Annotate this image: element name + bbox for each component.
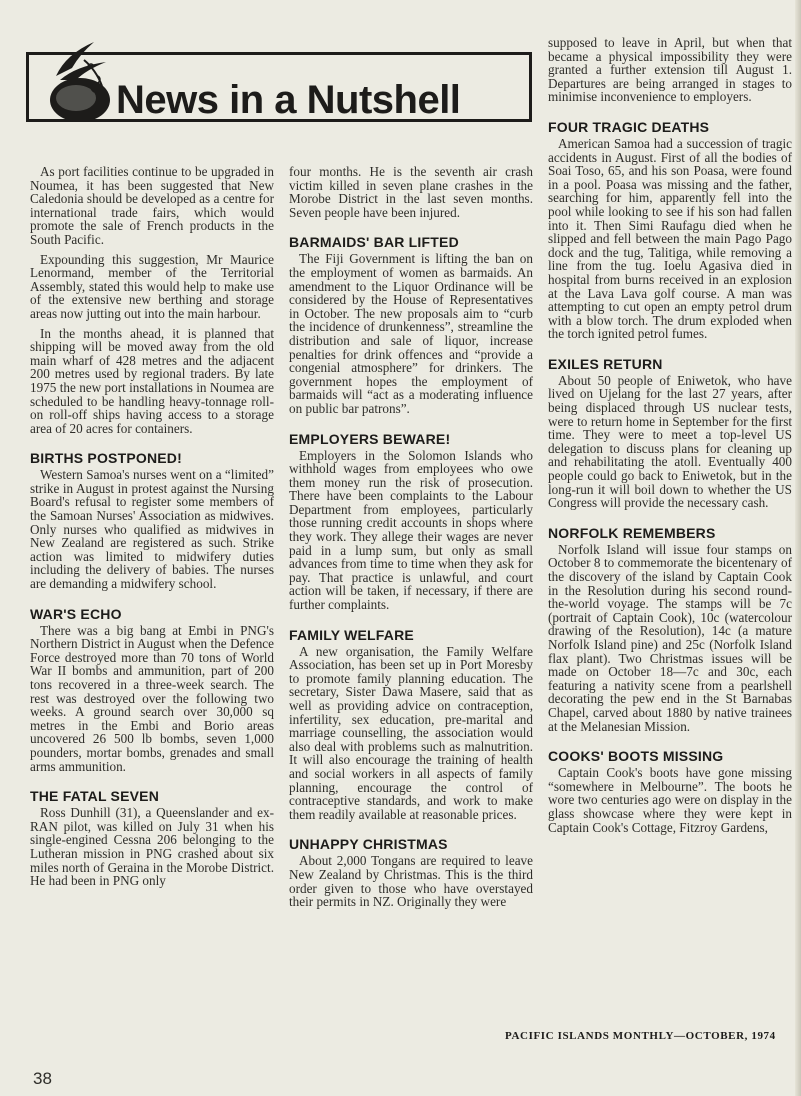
article-paragraph: About 50 people of Eniwetok, who have lived on Ujelang for the last 27 years, after being displaced through US nuclear tests, were to return home in September for the first time. They were to meet a top-level US delegation to discuss plans for cleaning up and rehabilitating the atoll. Eventually 400 people could go back to Eniwetok, but in the long-run it will boil down to whether the US Congress will provide the necessary cash.	[548, 372, 792, 511]
article-paragraph: American Samoa had a succession of tragic accidents in August. First of all the bodies of Soai Toso, 65, and his son Poasa, were found in a pool. Poasa was missing and the father, searching for him, apparently fell into the pool while looking to see if his son had fallen into it. Then Simi Raufagu died when he slipped and fell between the main Pago Pago dock and the tug, Talitiga, while removing a line from the tug. Ioelu Agasiva died in hospital from burns received in an explosion at the Lava Lava golf course. A man was attempting to cut open an empty petrol drum with a blow torch. The drum exploded when the torch ignited petrol fumes.	[548, 135, 792, 342]
running-footer: PACIFIC ISLANDS MONTHLY—OCTOBER, 1974	[505, 1030, 776, 1042]
article-paragraph: About 2,000 Tongans are required to leave New Zealand by Christmas. This is the third order given to those who have overstayed their permits in NZ. Originally they were	[289, 853, 533, 910]
article-paragraph: supposed to leave in April, but when that became a physical impossibility they were granted a further extension till August 1. Departures are being arranged in stages to minimise inconvenience to employers.	[548, 35, 792, 105]
article-heading: FOUR TRAGIC DEATHS	[548, 118, 710, 135]
page-number: 38	[33, 1069, 52, 1088]
article-paragraph: Western Samoa's nurses went on a “limited” strike in August in protest against the Nursing Board's refusal to register some members of the Samoan Nurses' Association as midwives. Only nurses who qualified as midwives in New Zealand are registered as such. Strike action was limited to midwifery duties including the delivery of babies. The nurses are demanding a midwifery school.	[30, 467, 274, 592]
article-heading: WAR'S ECHO	[30, 605, 122, 622]
page-edge-shadow	[795, 0, 801, 1096]
article-paragraph: Ross Dunhill (31), a Queenslander and ex-RAN pilot, was killed on July 31 when his single-engined Cessna 206 belonging to the Lutheran mission in PNG crashed about six miles north of Geraina in the Morobe District. He had been in PNG only	[30, 805, 274, 889]
article-paragraph: There was a big bang at Embi in PNG's Northern District in August when the Defence Force destroyed more than 70 tons of World War II bombs and ammunition, part of 200 tons recovered in a three-week search. The rest was destroyed over the following two weeks. A ground search over 30,000 sq metres in the Embi and Borio areas uncovered 26 500 lb bombs, seven 1,000 pounders, mortar bombs, grenades and small arms ammunition.	[30, 622, 274, 774]
article-paragraph: Employers in the Solomon Islands who withhold wages from employees who owe them money run the risk of prosecution. There have been complaints to the Labour Department from employees, particularly those running credit accounts in shops where they work. They allege their wages are never paid in a lump sum, but only as small advances from time to time when they ask for pay. That practice is unlawful, and court action will be taken, if necessary, if there are further complaints.	[289, 447, 533, 613]
article-heading: BIRTHS POSTPONED!	[30, 450, 182, 467]
article-paragraph: Norfolk Island will issue four stamps on October 8 to commemorate the bicentenary of the discovery of the island by Captain Cook in the Resolution during his second round-the-world voyage. The stamps will be 7c (portrait of Captain Cook), 10c (watercolour drawing of the Resolution), 14c (a mature Norfolk Island pine) and 25c (Norfolk Island flax plant). Two Christmas issues will be made on October 18—7c and 30c, each featuring a nativity scene from a pearlshell decorating the pew end in the St Barnabas Chapel, carved about 1880 by native trainees at the Melanesian Mission.	[548, 541, 792, 734]
column-1	[30, 165, 274, 894]
article-heading: EXILES RETURN	[548, 355, 663, 372]
column-2	[289, 165, 533, 915]
article-heading: FAMILY WELFARE	[289, 626, 414, 643]
article-heading: THE FATAL SEVEN	[30, 788, 160, 805]
article-paragraph: A new organisation, the Family Welfare Association, has been set up in Port Moresby to promote family planning education. The secretary, Sister Dawa Masere, said that as well as providing advice on contraception, infertility, sex education, pre-marital and marriage counselling, the association would also deal with problems such as malnutrition. It will also encourage the training of health and social workers in all aspects of family planning, encourage the control of contraceptive standards, and work to make them readily available at reasonable prices.	[289, 643, 533, 822]
article-paragraph: Expounding this suggestion, Mr Maurice Lenormand, member of the Territorial Assembly, stated this would help to make use of the extensive new berthing and storage areas now jutting out into the main harbour.	[30, 251, 274, 321]
column-3	[548, 36, 792, 840]
article-paragraph: Captain Cook's boots have gone missing “somewhere in Melbourne”. The boots he wore two centuries ago were on display in the glass showcase where they were kept in Captain Cook's Cottage, Fitzroy Gardens,	[548, 765, 792, 835]
article-heading: EMPLOYERS BEWARE!	[289, 430, 451, 447]
article-paragraph: As port facilities continue to be upgraded in Noumea, it has been suggested that New Caledonia should be developed as a centre for international trade fairs, which would promote the sale of French products in the South Pacific.	[30, 164, 274, 247]
article-heading: UNHAPPY CHRISTMAS	[289, 836, 448, 853]
article-heading: BARMAIDS' BAR LIFTED	[289, 234, 459, 251]
masthead-title: News in a Nutshell	[116, 78, 461, 122]
article-paragraph: The Fiji Government is lifting the ban on the employment of women as barmaids. An amendment to the Liquor Ordinance will be considered by the House of Representatives in October. The new proposals aim to “curb the incidence of drunkenness”, streamline the distribution and sale of liquor, increase penalties for drink offences and “provide a congenial atmosphere” for drinkers. The government hopes the employment of barmaids will “act as a moderating influence on public bar patrons”.	[289, 251, 533, 416]
palm-island-logo-icon	[36, 36, 126, 126]
article-heading: NORFOLK REMEMBERS	[548, 524, 716, 541]
article-heading: COOKS' BOOTS MISSING	[548, 748, 724, 765]
article-paragraph: In the months ahead, it is planned that shipping will be moved away from the old main wharf of 428 metres and the adjacent 200 metres used by regional traders. By late 1975 the new port installations in Noumea are scheduled to be handling heavy-tonnage roll-on roll-off ships having access to a storage area of 20 acres for containers.	[30, 325, 274, 436]
article-paragraph: four months. He is the seventh air crash victim killed in seven plane crashes in the Morobe District in the last seven months. Seven people have been injured.	[289, 164, 533, 220]
